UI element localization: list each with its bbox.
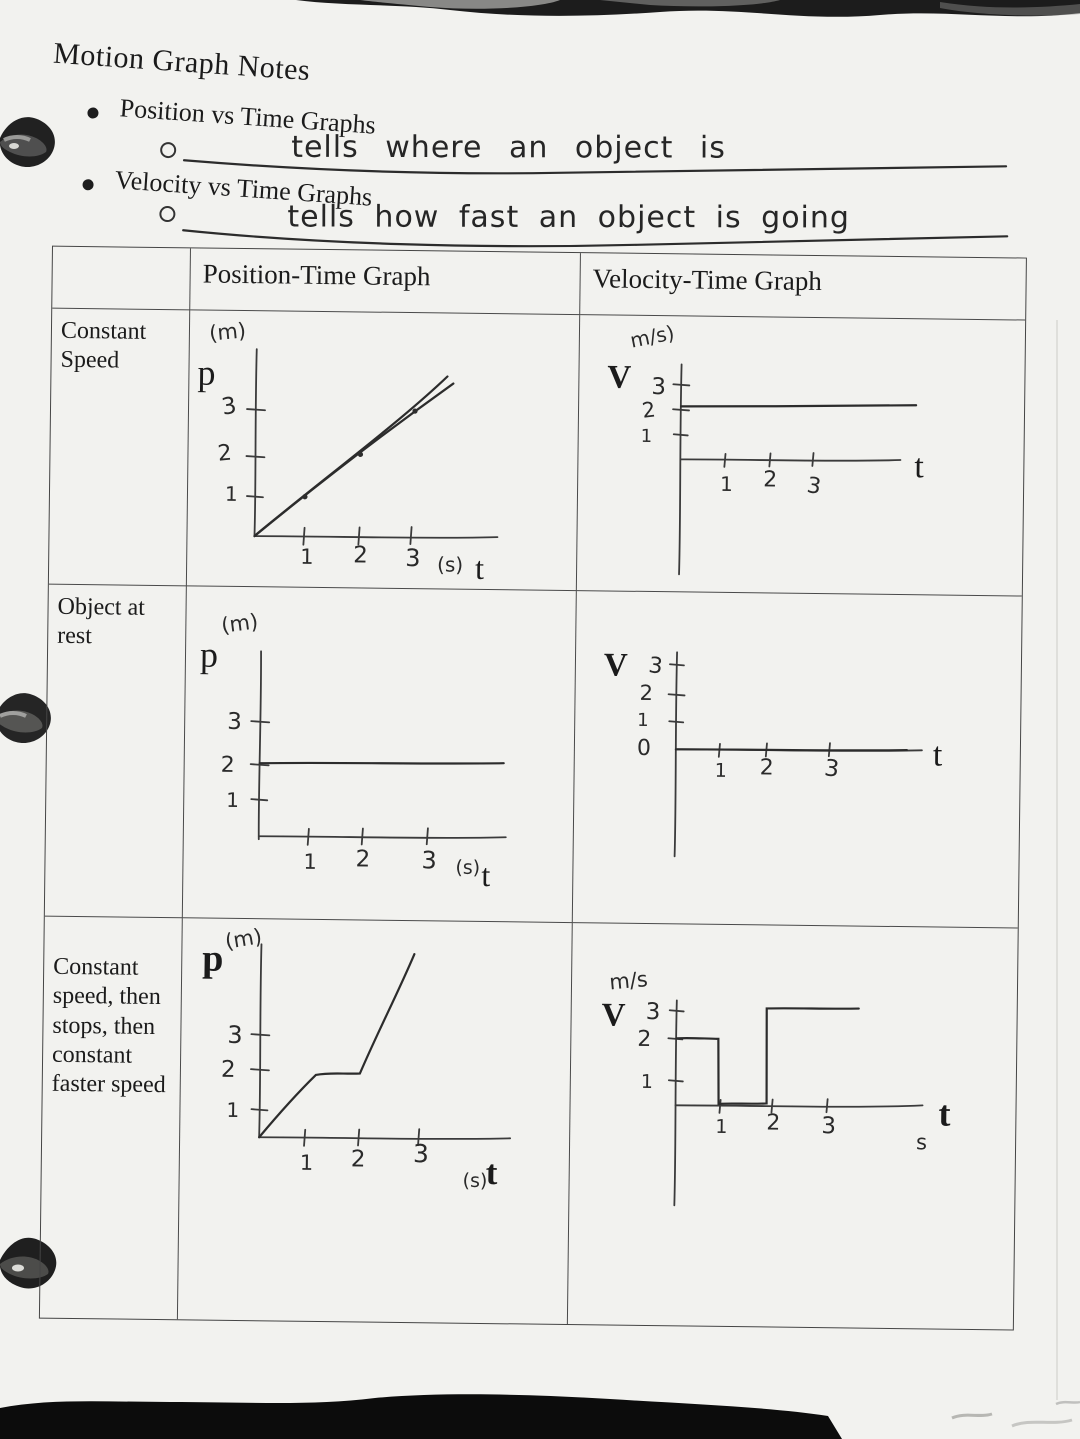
y-tick-label: 3 — [219, 392, 239, 421]
x-axis — [259, 834, 506, 839]
velocity-time-graph-constant-speed — [577, 315, 1025, 596]
y-axis-label: p — [199, 634, 219, 675]
y-tick-label: 3 — [647, 653, 664, 680]
y-tick-label: 1 — [224, 481, 238, 506]
row-label-object-at-rest: Object at rest — [45, 585, 187, 919]
y-axis — [674, 1000, 677, 1205]
data-line — [254, 381, 453, 538]
x-unit-label: s — [915, 1130, 928, 1155]
faint-scribble — [1012, 1420, 1072, 1426]
y-tick-label: 2 — [216, 440, 233, 467]
y-tick-label: 1 — [640, 1070, 654, 1094]
data-line — [676, 747, 907, 752]
x-tick-label: 1 — [719, 471, 734, 496]
sub-bullet-circle-icon — [160, 207, 174, 221]
x-tick-label: 3 — [821, 1113, 837, 1140]
faint-scribble — [952, 1414, 992, 1418]
cell-object-at-rest-position — [183, 586, 577, 923]
y-axis-label: V — [607, 359, 632, 396]
x-tick-label: 2 — [763, 467, 778, 493]
x-unit-label: (s) — [455, 856, 481, 879]
sub-bullet-circle-icon — [161, 143, 175, 157]
row-label-constant-then-stops: Constant speed, then stops, then constant faster speed — [40, 917, 183, 1320]
row-label-constant-speed: Constant Speed — [49, 309, 190, 587]
x-axis-label: t — [914, 448, 925, 486]
y-axis — [254, 349, 257, 536]
y-axis-label: V — [603, 647, 628, 684]
y-tick-label: 3 — [227, 708, 242, 736]
position-time-graph-constant-speed — [187, 310, 580, 591]
x-tick-label: 1 — [303, 849, 318, 874]
cell-constant-speed-velocity — [577, 315, 1025, 596]
x-tick-label: 2 — [355, 846, 371, 873]
y-tick-label: 1 — [640, 425, 653, 447]
col-header-position-time: Position-Time Graph — [190, 248, 581, 315]
cell-object-at-rest-velocity — [573, 591, 1022, 928]
x-tick-label: 3 — [412, 1139, 430, 1169]
y-unit-label: (m) — [208, 318, 248, 346]
x-axis — [676, 1102, 923, 1108]
x-tick-label: 3 — [822, 755, 841, 783]
y-unit-label: (m) — [223, 924, 264, 954]
x-axis — [259, 1135, 510, 1140]
bullet-velocity-vs-time: Velocity vs Time Graphs — [113, 165, 374, 212]
data-line — [260, 760, 504, 766]
x-axis — [254, 534, 497, 539]
y-tick-label: 3 — [227, 1020, 243, 1050]
x-tick-label: 3 — [805, 473, 823, 500]
x-tick-label: 1 — [715, 1115, 728, 1138]
x-axis — [680, 457, 900, 462]
x-axis-label: t — [481, 856, 491, 894]
y-axis — [679, 364, 682, 574]
y-tick-label: 0 — [636, 735, 652, 762]
position-time-graph-object-at-rest — [183, 586, 577, 923]
y-axis — [258, 651, 261, 839]
y-tick-label: 1 — [637, 709, 649, 731]
y-axis-label: V — [601, 997, 626, 1034]
y-axis — [674, 652, 677, 856]
velocity-time-graph-varied-speed — [568, 923, 1018, 1329]
y-axis-label: p — [202, 937, 224, 980]
x-axis-label: t — [485, 1153, 498, 1193]
data-line — [259, 952, 414, 1139]
x-tick-label: 3 — [421, 846, 437, 875]
x-tick-label: 2 — [759, 755, 774, 781]
col-header-velocity-time: Velocity-Time Graph — [580, 253, 1026, 320]
y-tick-label: 2 — [639, 680, 654, 706]
y-axis-label: p — [197, 352, 216, 393]
page-title: Motion Graph Notes — [52, 36, 312, 88]
y-axis — [259, 944, 262, 1137]
notes-table — [39, 246, 1027, 1331]
scanner-smudge-bottom — [0, 1392, 1080, 1439]
handwritten-note-position: tells where an object is — [291, 129, 726, 166]
y-tick-label: 2 — [640, 397, 657, 423]
bullet-position-vs-time: Position vs Time Graphs — [118, 93, 377, 140]
x-unit-label: (s) — [436, 552, 464, 577]
velocity-time-graph-object-at-rest — [573, 591, 1022, 928]
x-tick-label: 1 — [300, 544, 314, 569]
x-axis-label: t — [932, 736, 943, 774]
data-line — [681, 402, 916, 409]
y-unit-label: m/s) — [628, 320, 677, 353]
data-line — [676, 1006, 859, 1105]
y-tick-label: 2 — [637, 1026, 652, 1053]
data-line — [256, 374, 447, 536]
x-unit-label: (s) — [462, 1169, 488, 1193]
y-tick-label: 3 — [651, 373, 667, 401]
x-tick-label: 1 — [299, 1150, 314, 1175]
cell-constant-speed-position — [187, 310, 580, 591]
header-corner-cell — [52, 247, 191, 311]
y-tick-label: 2 — [220, 752, 235, 778]
cell-varied-speed-velocity — [568, 923, 1018, 1329]
x-tick-label: 3 — [405, 543, 421, 573]
x-tick-label: 2 — [766, 1110, 781, 1136]
handwritten-note-velocity: tells how fast an object is going — [287, 199, 850, 236]
x-axis-label: t — [474, 549, 485, 586]
position-time-graph-varied-speed — [178, 918, 573, 1324]
y-unit-label: m/s — [608, 967, 649, 995]
y-unit-label: (m) — [219, 609, 260, 638]
y-tick-label: 2 — [220, 1056, 236, 1083]
x-tick-label: 2 — [353, 542, 369, 569]
faint-scribble — [1056, 1402, 1080, 1404]
x-tick-label: 2 — [350, 1146, 366, 1173]
y-tick-label: 1 — [226, 1097, 240, 1123]
cell-varied-speed-position — [178, 918, 573, 1324]
x-tick-label: 1 — [714, 759, 727, 782]
x-axis-label: t — [938, 1093, 951, 1134]
y-tick-label: 3 — [645, 998, 661, 1026]
y-tick-label: 1 — [226, 787, 240, 812]
